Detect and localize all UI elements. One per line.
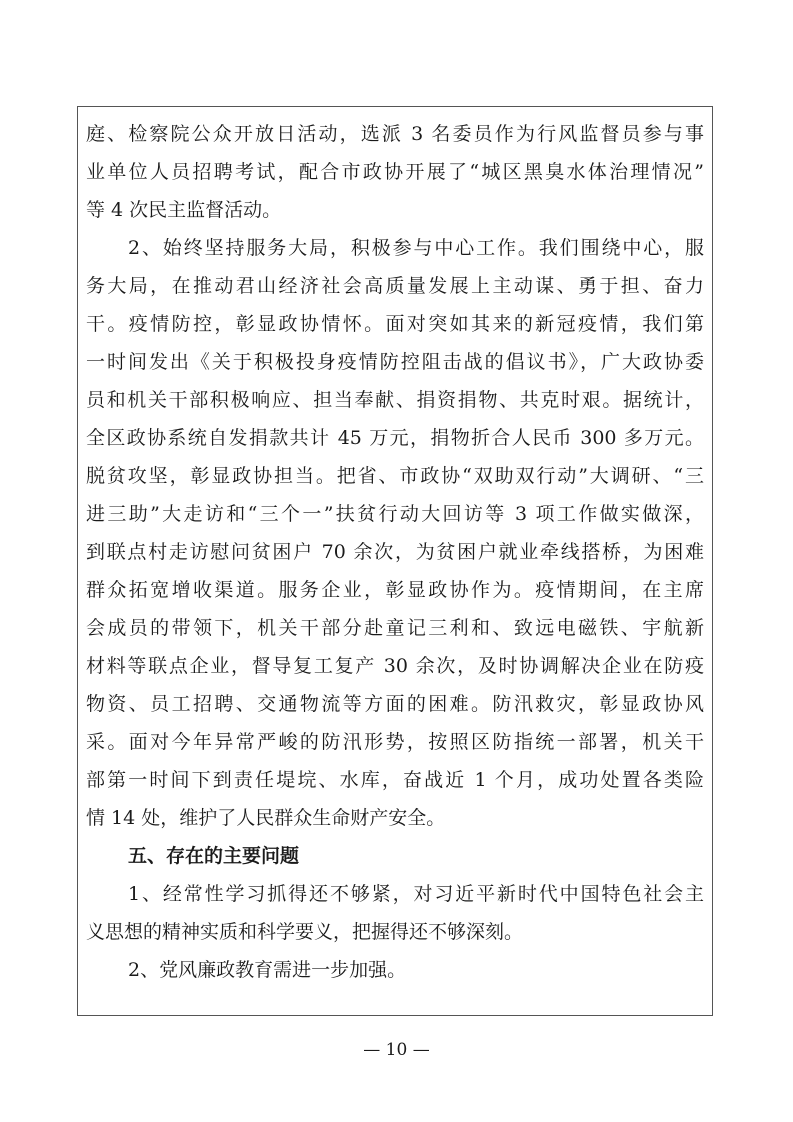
paragraph-line: 业单位人员招聘考试，配合市政协开展了“城区黑臭水体治理情况”: [86, 161, 704, 183]
section-heading: 五、存在的主要问题: [128, 845, 300, 867]
paragraph-line: 进三助”大走访和“三个一”扶贫行动大回访等 3 项工作做实做深，: [86, 503, 704, 525]
paragraph-line: 部第一时间下到责任堤垸、水库，奋战近 1 个月，成功处置各类险: [86, 769, 704, 791]
problem-line: 2、党风廉政教育需进一步加强。: [128, 959, 407, 981]
paragraph-line: 到联点村走访慰问贫困户 70 余次，为贫困户就业牵线搭桥，为困难: [86, 541, 704, 563]
paragraph-line: 等 4 次民主监督活动。: [86, 199, 282, 221]
paragraph-line: 群众拓宽增收渠道。服务企业，彰显政协作为。疫情期间，在主席: [86, 579, 704, 601]
paragraph-line: 庭、检察院公众开放日活动，选派 3 名委员作为行风监督员参与事: [86, 123, 704, 145]
paragraph-line: 务大局，在推动君山经济社会高质量发展上主动谋、勇于担、奋力: [86, 275, 704, 297]
problem-line: 1、经常性学习抓得还不够紧，对习近平新时代中国特色社会主: [128, 883, 704, 905]
paragraph-line: 材料等联点企业，督导复工复产 30 余次，及时协调解决企业在防疫: [86, 655, 704, 677]
paragraph-line: 会成员的带领下，机关干部分赴童记三利和、致远电磁铁、宇航新: [86, 617, 704, 639]
paragraph-line: 一时间发出《关于积极投身疫情防控阻击战的倡议书》，广大政协委: [86, 351, 704, 373]
paragraph-line: 情 14 处，维护了人民群众生命财产安全。: [86, 807, 446, 829]
paragraph-line: 采。面对今年异常严峻的防汛形势，按照区防指统一部署，机关干: [86, 731, 704, 753]
paragraph-line: 全区政协系统自发捐款共计 45 万元，捐物折合人民币 300 多万元。: [86, 427, 704, 449]
paragraph-line: 物资、员工招聘、交通物流等方面的困难。防汛救灾，彰显政协风: [86, 693, 704, 715]
paragraph-line: 员和机关干部积极响应、担当奉献、捐资捐物、共克时艰。据统计，: [86, 389, 704, 411]
paragraph-line: 脱贫攻坚，彰显政协担当。把省、市政协“双助双行动”大调研、“三: [86, 465, 704, 487]
paragraph-line: 2、始终坚持服务大局，积极参与中心工作。我们围绕中心，服: [128, 237, 704, 259]
page-number: — 10 —: [363, 1040, 430, 1060]
paragraph-line: 干。疫情防控，彰显政协情怀。面对突如其来的新冠疫情，我们第: [86, 313, 704, 335]
document-body: [86, 115, 704, 989]
problem-line: 义思想的精神实质和科学要义，把握得还不够深刻。: [86, 921, 524, 943]
